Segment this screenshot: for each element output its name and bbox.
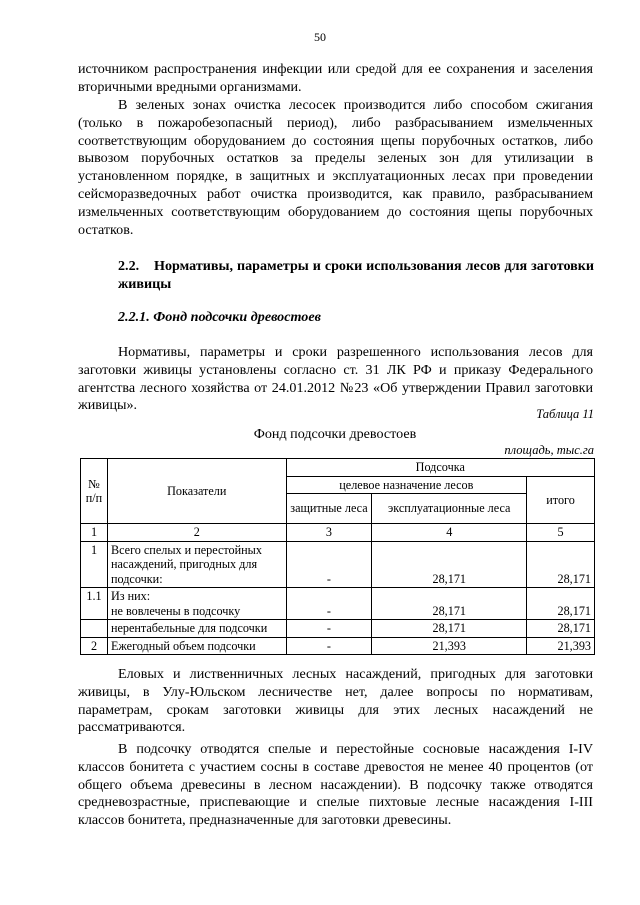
paragraph-continuation: источником распространения инфекции или средой для ее сохранения и заселения вторичными вредными организмами. xyxy=(78,61,593,95)
row-protective: - xyxy=(286,620,372,638)
header-protective: защитные леса xyxy=(286,494,372,524)
table-units: площадь, тыс.га xyxy=(504,443,594,457)
table-row xyxy=(81,620,595,638)
paragraph-green-zones: В зеленых зонах очистка лесосек производится либо способом сжигания (только в пожаробезопасный период), либо разбрасыванием измельченных соответствующим оборудованием до состояния щепы порубочных остатков, либо вывозом порубочных остатков за пределы зеленых зон для утилизации в установленном порядке, в защитных и эксплуатационных лесах при проведении сейсморазведочных работ очистка производится, как правило, разбрасыванием измельченных соответствующим оборудованием до состояния щепы порубочных остатков. xyxy=(78,97,593,238)
podsochka-table xyxy=(80,458,595,655)
header-podsochka: Подсочка xyxy=(286,459,594,477)
row-total: 28,171 xyxy=(527,588,595,620)
col-number: 1 xyxy=(81,524,108,542)
row-num: 1.1 xyxy=(81,588,108,620)
row-label-line: Из них: xyxy=(110,589,151,603)
col-number: 5 xyxy=(527,524,595,542)
row-total: 21,393 xyxy=(527,637,595,655)
table-title: Фонд подсочки древостоев xyxy=(253,426,417,442)
header-total: итого xyxy=(527,476,595,524)
col-number: 4 xyxy=(372,524,527,542)
subsection-heading: 2.2.1. Фонд подсочки древостоев xyxy=(118,309,321,325)
row-num: 1 xyxy=(81,541,108,588)
table-header-row xyxy=(81,459,595,477)
table-row xyxy=(81,637,595,655)
row-label: Всего спелых и перестойных насаждений, пригодных для подсочки: xyxy=(107,541,286,588)
col-number: 3 xyxy=(286,524,372,542)
paragraph-norms: Нормативы, параметры и сроки разрешенного использования лесов для заготовки живицы установлены согласно ст. 31 ЛК РФ и приказу Федерального агентства лесного хозяйства от 24.01.2012 №23 «Об утверждении Правил заготовки живицы». xyxy=(78,344,593,414)
header-indicators: Показатели xyxy=(107,459,286,524)
row-exploitation: 28,171 xyxy=(372,588,527,620)
column-number-row xyxy=(81,524,595,542)
header-purpose: целевое назначение лесов xyxy=(286,476,527,494)
header-exploitation: эксплуатационные леса xyxy=(372,494,527,524)
row-total: 28,171 xyxy=(527,620,595,638)
row-exploitation: 21,393 xyxy=(372,637,527,655)
header-num: № п/п xyxy=(81,459,108,524)
page-number: 50 xyxy=(314,30,326,44)
row-total: 28,171 xyxy=(527,541,595,588)
paragraph-pine: В подсочку отводятся спелые и перестойные сосновые насаждения I-IV классов бонитета с участием сосны в составе древостоя не менее 40 процентов (от общего объема древесины в лесном насаждении). В подсочку также отводятся средневозрастные, приспевающие и спелые пихтовые лесные насаждения I-III классов бонитета, предназначенные для заготовки древесины. xyxy=(78,741,593,829)
section-heading: 2.2. Нормативы, параметры и сроки использования лесов для заготовки живицы xyxy=(118,258,594,292)
table-label: Таблица 11 xyxy=(536,407,594,421)
row-num: 2 xyxy=(81,637,108,655)
row-protective: - xyxy=(286,541,372,588)
table-row xyxy=(81,588,595,620)
table-row xyxy=(81,541,595,588)
row-protective: - xyxy=(286,637,372,655)
row-label xyxy=(107,588,286,620)
paragraph-spruce-larch: Еловых и лиственничных лесных насаждений, пригодных для заготовки живицы, в Улу-Юльском лесничестве нет, далее вопросы по нормативам, параметрам, срокам заготовки живицы для этих лесных насаждений не рассматриваются. xyxy=(78,666,593,736)
row-protective: - xyxy=(286,588,372,620)
row-label: нерентабельные для подсочки xyxy=(107,620,286,638)
col-number: 2 xyxy=(107,524,286,542)
row-label-line: не вовлечены в подсочку xyxy=(110,603,241,618)
row-exploitation: 28,171 xyxy=(372,620,527,638)
row-num xyxy=(81,620,108,638)
row-exploitation: 28,171 xyxy=(372,541,527,588)
row-label: Ежегодный объем подсочки xyxy=(107,637,286,655)
